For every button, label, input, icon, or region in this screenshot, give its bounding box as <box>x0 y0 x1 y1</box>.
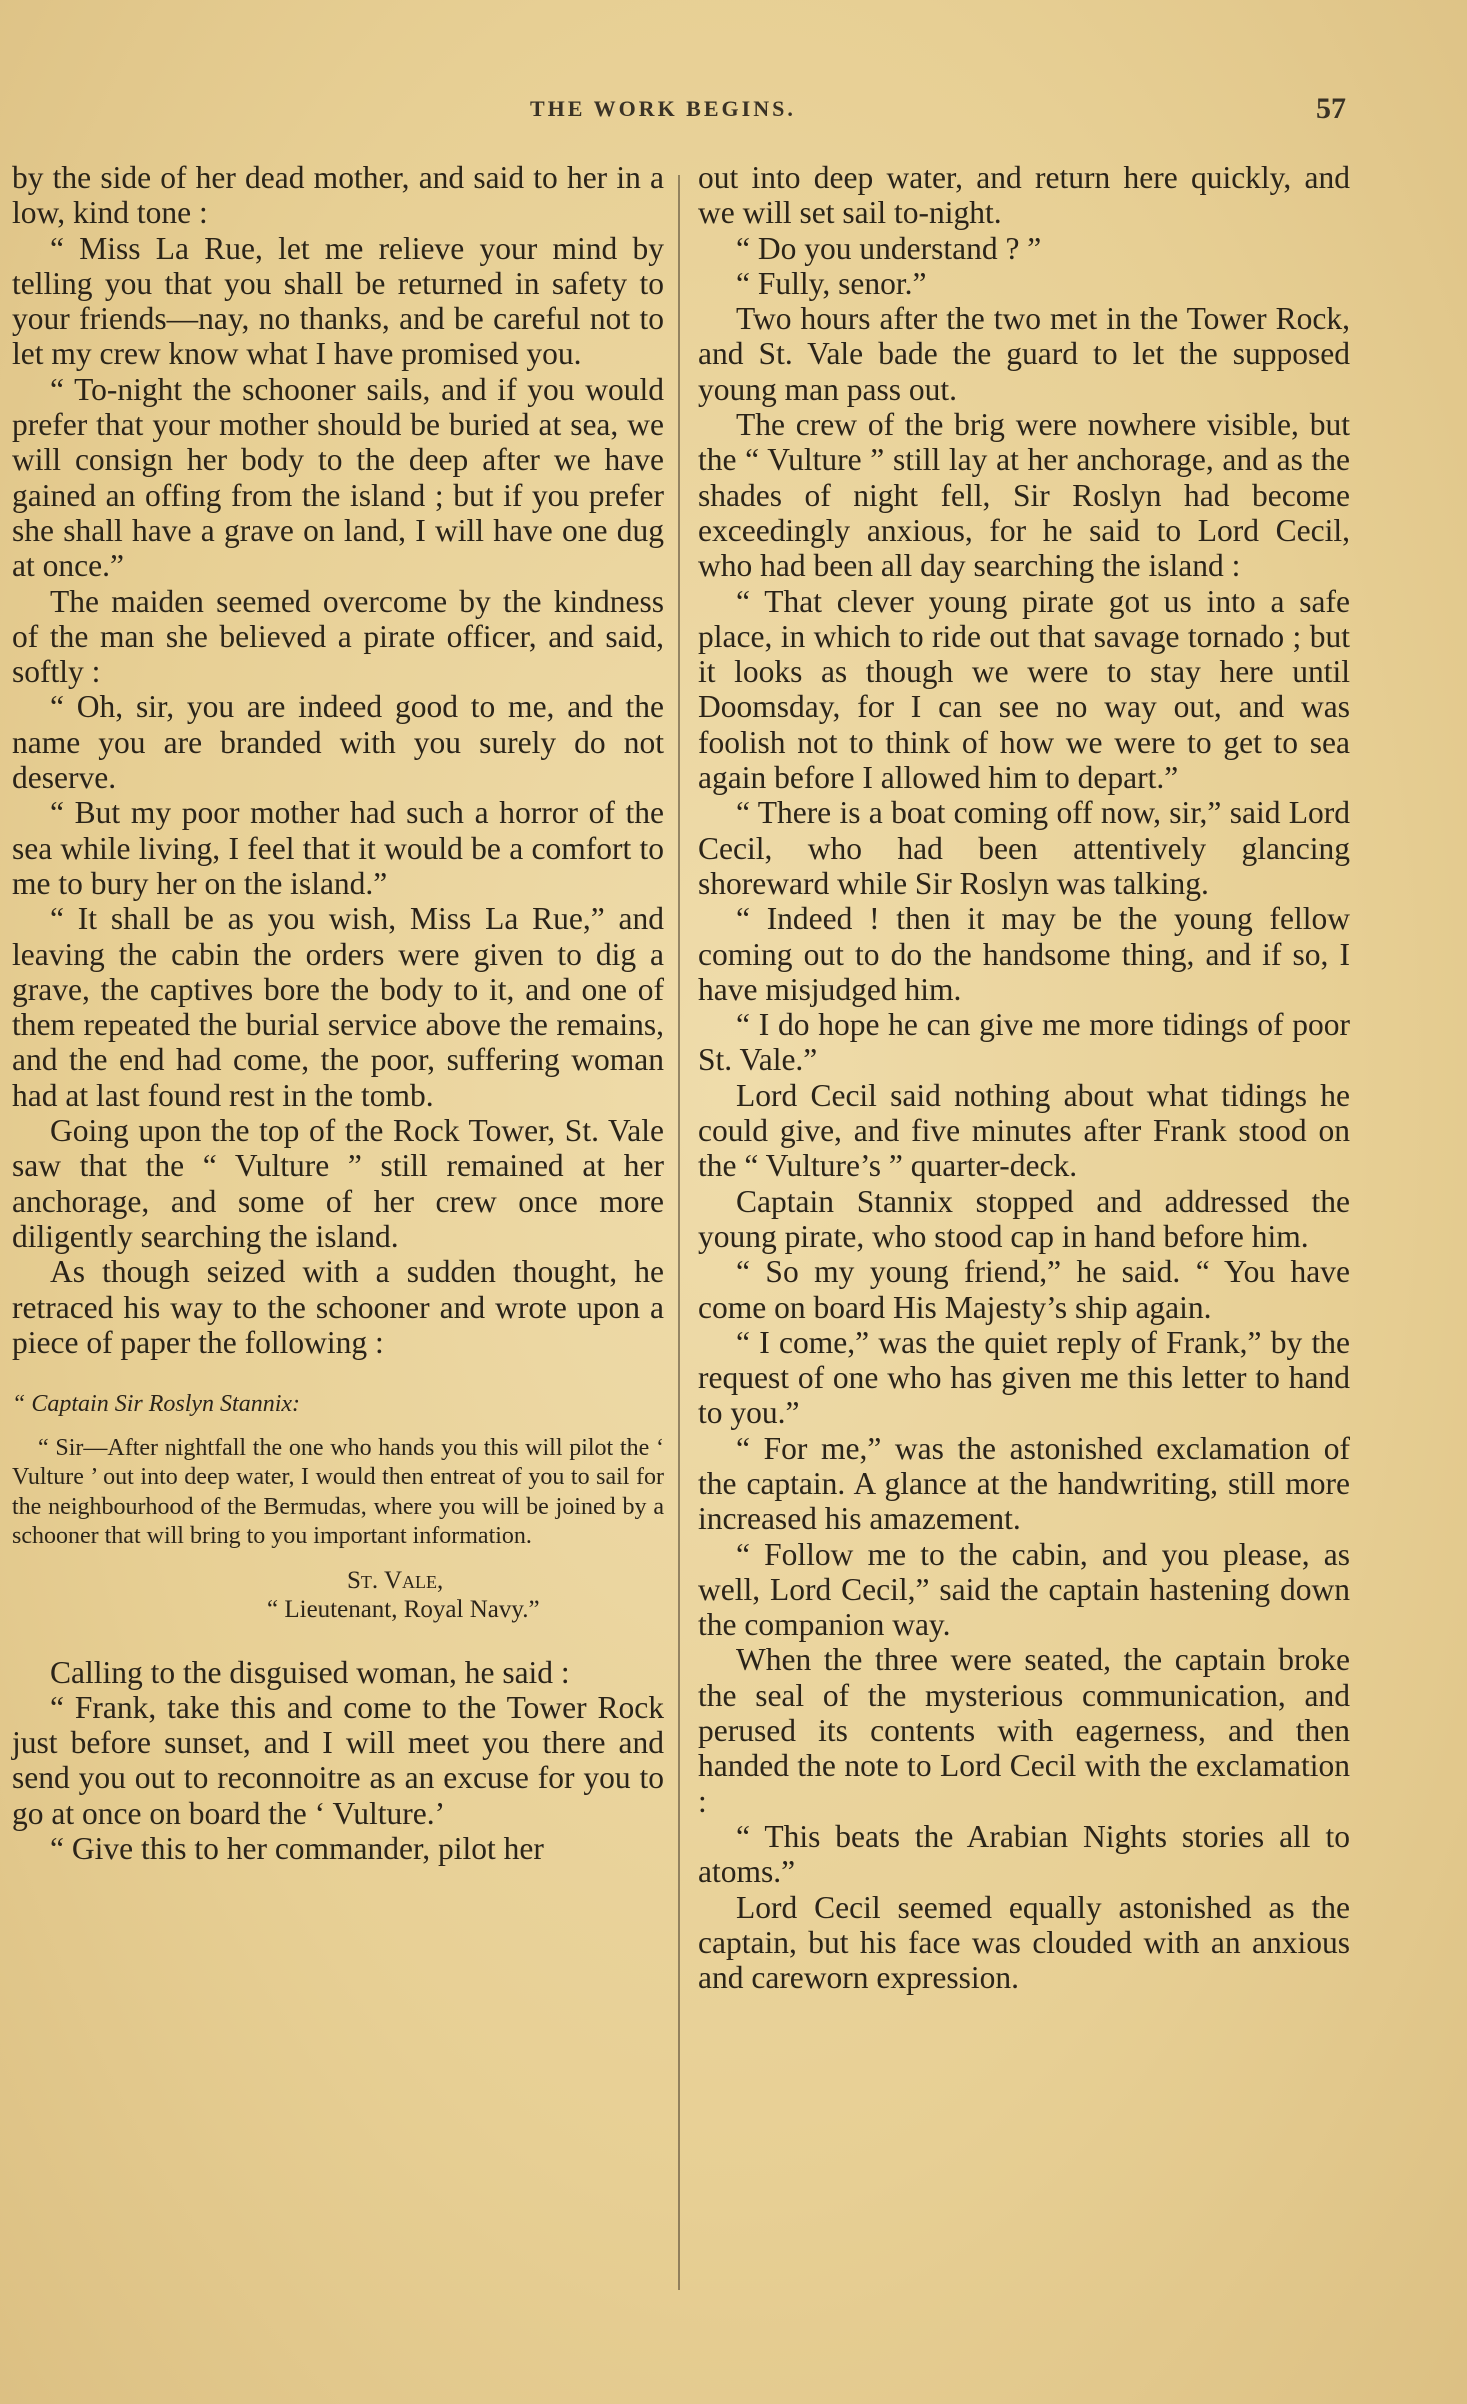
paragraph: “ Fully, senor.” <box>736 265 927 301</box>
paragraph: “ Frank, take this and come to the Tower Rock just before sunset, and I will meet you there and send you out to reconnoitre as an excuse for you to go at once on board the ‘ Vulture.’ <box>12 1689 664 1831</box>
paragraph: “ So my young friend,” he said. “ You have come on board His Majesty’s ship again. <box>698 1254 1350 1325</box>
paragraph: The crew of the brig were nowhere visible, but the “ Vulture ” still lay at her anchorage, and as the shades of night fell, Sir Roslyn had become exceedingly anxious, for he said to Lord Cecil, who had been all day searching the island : <box>698 407 1350 584</box>
paragraph: “ I come,” was the quiet reply of Frank,” by the request of one who has given me this letter to hand to you.” <box>698 1324 1350 1431</box>
paragraph: “ That clever young pirate got us into a safe place, in which to ride out that savage tornado ; but it looks as though we were to stay here until Doomsday, for I can see no way out, and was foolish not to think of how we were to get to sea again before I allowed him to depart.” <box>698 583 1350 796</box>
paragraph: “ Indeed ! then it may be the young fellow coming out to do the handsome thing, and if so, I have misjudged him. <box>698 901 1350 1007</box>
paragraph: When the three were seated, the captain broke the seal of the mysterious communication, and perused its contents with eagerness, and then handed the note to Lord Cecil with the exclamation : <box>698 1642 1350 1819</box>
paragraph: Calling to the disguised woman, he said : <box>50 1654 570 1690</box>
page-number: 57 <box>1316 92 1346 125</box>
paragraph: Going upon the top of the Rock Tower, St. Vale saw that the “ Vulture ” still remained at her anchorage, and some of her crew once more diligently searching the island. <box>12 1113 664 1254</box>
paragraph: The maiden seemed overcome by the kindness of the man she believed a pirate officer, and said, softly : <box>12 583 664 690</box>
paragraph: “ It shall be as you wish, Miss La Rue,” and leaving the cabin the orders were given to dig a grave, the captives bore the body to it, and one of them repeated the burial service above the remains, and the end had come, the poor, suffering woman had at last found rest in the tomb. <box>12 901 664 1113</box>
letter-body: “ Sir—After nightfall the one who hands you this will pilot the ‘ Vulture ’ out into deep water, I would then entreat of you to sail for the neighbourhood of the Bermudas, where you will be joined by a schooner that will bring to you important information. <box>12 1434 664 1550</box>
page-header <box>0 92 1467 132</box>
paragraph: “ Miss La Rue, let me relieve your mind by telling you that you shall be returned in safety to your friends—nay, no thanks, and be careful not to let my crew know what I have promised you. <box>12 230 664 372</box>
paragraph: “ This beats the Arabian Nights stories all to atoms.” <box>698 1818 1350 1890</box>
paragraph: Two hours after the two met in the Tower Rock, and St. Vale bade the guard to let the supposed young man pass out. <box>698 301 1350 407</box>
paragraph: “ Give this to her commander, pilot her <box>50 1831 544 1867</box>
paragraph: As though seized with a sudden thought, he retraced his way to the schooner and wrote upon a piece of paper the following : <box>12 1254 664 1360</box>
paragraph: “ But my poor mother had such a horror of the sea while living, I feel that it would be a comfort to me to bury her on the island.” <box>12 795 664 901</box>
running-head: THE WORK BEGINS. <box>530 96 796 121</box>
paragraph: “ There is a boat coming off now, sir,” said Lord Cecil, who had been attentively glancing shoreward while Sir Roslyn was talking. <box>698 795 1350 901</box>
column-divider <box>678 175 680 2290</box>
paragraph: Captain Stannix stopped and addressed the young pirate, who stood cap in hand before him. <box>698 1183 1350 1254</box>
paragraph: out into deep water, and return here quickly, and we will set sail to-night. <box>698 160 1350 231</box>
paragraph: “ I do hope he can give me more tidings of poor St. Vale.” <box>698 1007 1350 1078</box>
paragraph: “ For me,” was the astonished exclamation of the captain. A glance at the handwriting, still more increased his amazement. <box>698 1430 1350 1537</box>
paragraph: “ Oh, sir, you are indeed good to me, and the name you are branded with you surely do not deserve. <box>12 689 664 796</box>
paragraph: “ Follow me to the cabin, and you please, as well, Lord Cecil,” said the captain hastening down the companion way. <box>698 1536 1350 1643</box>
letter-signature-rank: “ Lieutenant, Royal Navy.” <box>267 1596 540 1624</box>
paragraph: Lord Cecil said nothing about what tidings he could give, and five minutes after Frank stood on the “ Vulture’s ” quarter-deck. <box>698 1077 1350 1184</box>
paragraph: by the side of her dead mother, and said to her in a low, kind tone : <box>12 160 664 231</box>
left-column <box>12 160 664 1866</box>
right-column <box>698 160 1350 1995</box>
paragraph: Lord Cecil seemed equally astonished as the captain, but his face was clouded with an anxious and careworn expression. <box>698 1889 1350 1996</box>
letter-salutation: “ Captain Sir Roslyn Stannix: <box>12 1391 300 1418</box>
paragraph: “ Do you understand ? ” <box>736 230 1042 266</box>
letter-signature-name: St. Vale, <box>347 1566 444 1594</box>
letter-block <box>12 1390 664 1625</box>
paragraph: “ To-night the schooner sails, and if you would prefer that your mother should be buried at sea, we will consign her body to the deep after we have gained an offing from the island ; but if you prefer she shall have a grave on land, I will have one dug at once.” <box>12 371 664 584</box>
